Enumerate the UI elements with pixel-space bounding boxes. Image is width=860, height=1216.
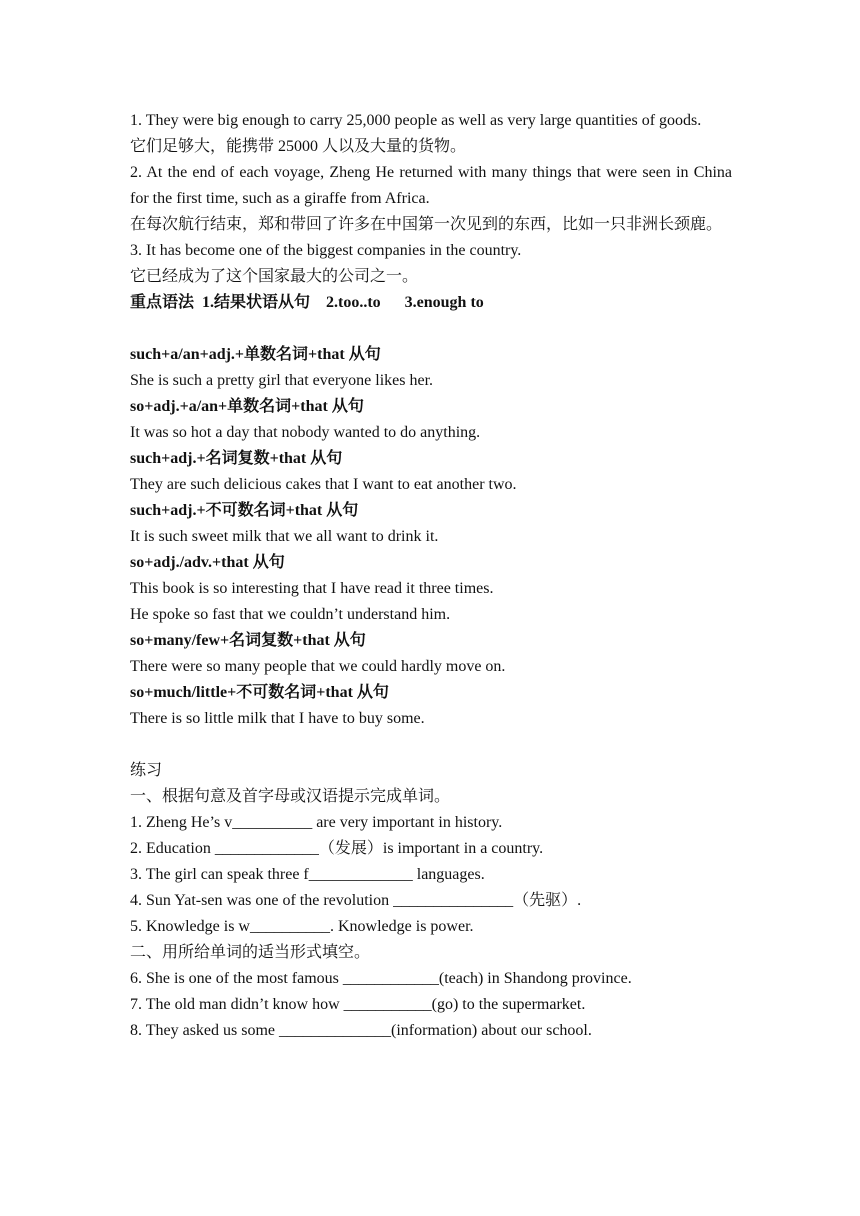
document-page bbox=[130, 108, 732, 1044]
grammar-rule: such+adj.+不可数名词+that 从句 bbox=[130, 502, 359, 519]
grammar-rule: so+adj./adv.+that 从句 bbox=[130, 554, 285, 571]
sentence-3-english: 3. It has become one of the biggest companies in the country. bbox=[130, 242, 522, 259]
sentence-2-english: 2. At the end of each voyage, Zheng He returned with many things that were seen in China for the first time, such as a giraffe from Africa. bbox=[130, 164, 732, 207]
exercise-item: 6. She is one of the most famous ____________(teach) in Shandong province. bbox=[130, 970, 632, 987]
exercise-item: 1. Zheng He’s v__________ are very important in history. bbox=[130, 814, 503, 831]
exercise-item: 8. They asked us some ______________(information) about our school. bbox=[130, 1022, 592, 1039]
sentence-3-chinese: 它已经成为了这个国家最大的公司之一。 bbox=[130, 268, 419, 285]
sentence-1-english: 1. They were big enough to carry 25,000 people as well as very large quantities of goods. bbox=[130, 112, 702, 129]
grammar-example: They are such delicious cakes that I want to eat another two. bbox=[130, 476, 517, 493]
grammar-example: She is such a pretty girl that everyone likes her. bbox=[130, 372, 434, 389]
grammar-heading: 重点语法 1.结果状语从句 2.too..to 3.enough to bbox=[130, 294, 484, 311]
grammar-example: He spoke so fast that we couldn’t understand him. bbox=[130, 606, 451, 623]
sentence-1-chinese: 它们足够大，能携带 25000 人以及大量的货物。 bbox=[130, 138, 467, 155]
exercise-item: 2. Education _____________（发展）is important in a country. bbox=[130, 840, 544, 857]
grammar-example: This book is so interesting that I have read it three times. bbox=[130, 580, 494, 597]
exercise-part2-heading: 二、用所给单词的适当形式填空。 bbox=[130, 944, 371, 961]
grammar-example: There were so many people that we could hardly move on. bbox=[130, 658, 506, 675]
grammar-example: It was so hot a day that nobody wanted to do anything. bbox=[130, 424, 481, 441]
sentence-2-chinese: 在每次航行结束，郑和带回了许多在中国第一次见到的东西，比如一只非洲长颈鹿。 bbox=[130, 216, 723, 233]
exercise-item: 3. The girl can speak three f_____________ languages. bbox=[130, 866, 485, 883]
spacer bbox=[130, 732, 732, 758]
grammar-rule: so+adj.+a/an+单数名词+that 从句 bbox=[130, 398, 364, 415]
grammar-example: It is such sweet milk that we all want to drink it. bbox=[130, 528, 439, 545]
exercise-item: 5. Knowledge is w__________. Knowledge is power. bbox=[130, 918, 474, 935]
exercises-title: 练习 bbox=[130, 762, 163, 779]
spacer bbox=[130, 316, 732, 342]
grammar-rule: such+adj.+名词复数+that 从句 bbox=[130, 450, 343, 467]
grammar-rule: so+many/few+名词复数+that 从句 bbox=[130, 632, 366, 649]
grammar-example: There is so little milk that I have to buy some. bbox=[130, 710, 425, 727]
exercise-part1-heading: 一、根据句意及首字母或汉语提示完成单词。 bbox=[130, 788, 451, 805]
grammar-rule: so+much/little+不可数名词+that 从句 bbox=[130, 684, 389, 701]
exercise-item: 4. Sun Yat-sen was one of the revolution _______________（先驱）. bbox=[130, 892, 582, 909]
exercise-item: 7. The old man didn’t know how ___________(go) to the supermarket. bbox=[130, 996, 586, 1013]
grammar-rule: such+a/an+adj.+单数名词+that 从句 bbox=[130, 346, 381, 363]
